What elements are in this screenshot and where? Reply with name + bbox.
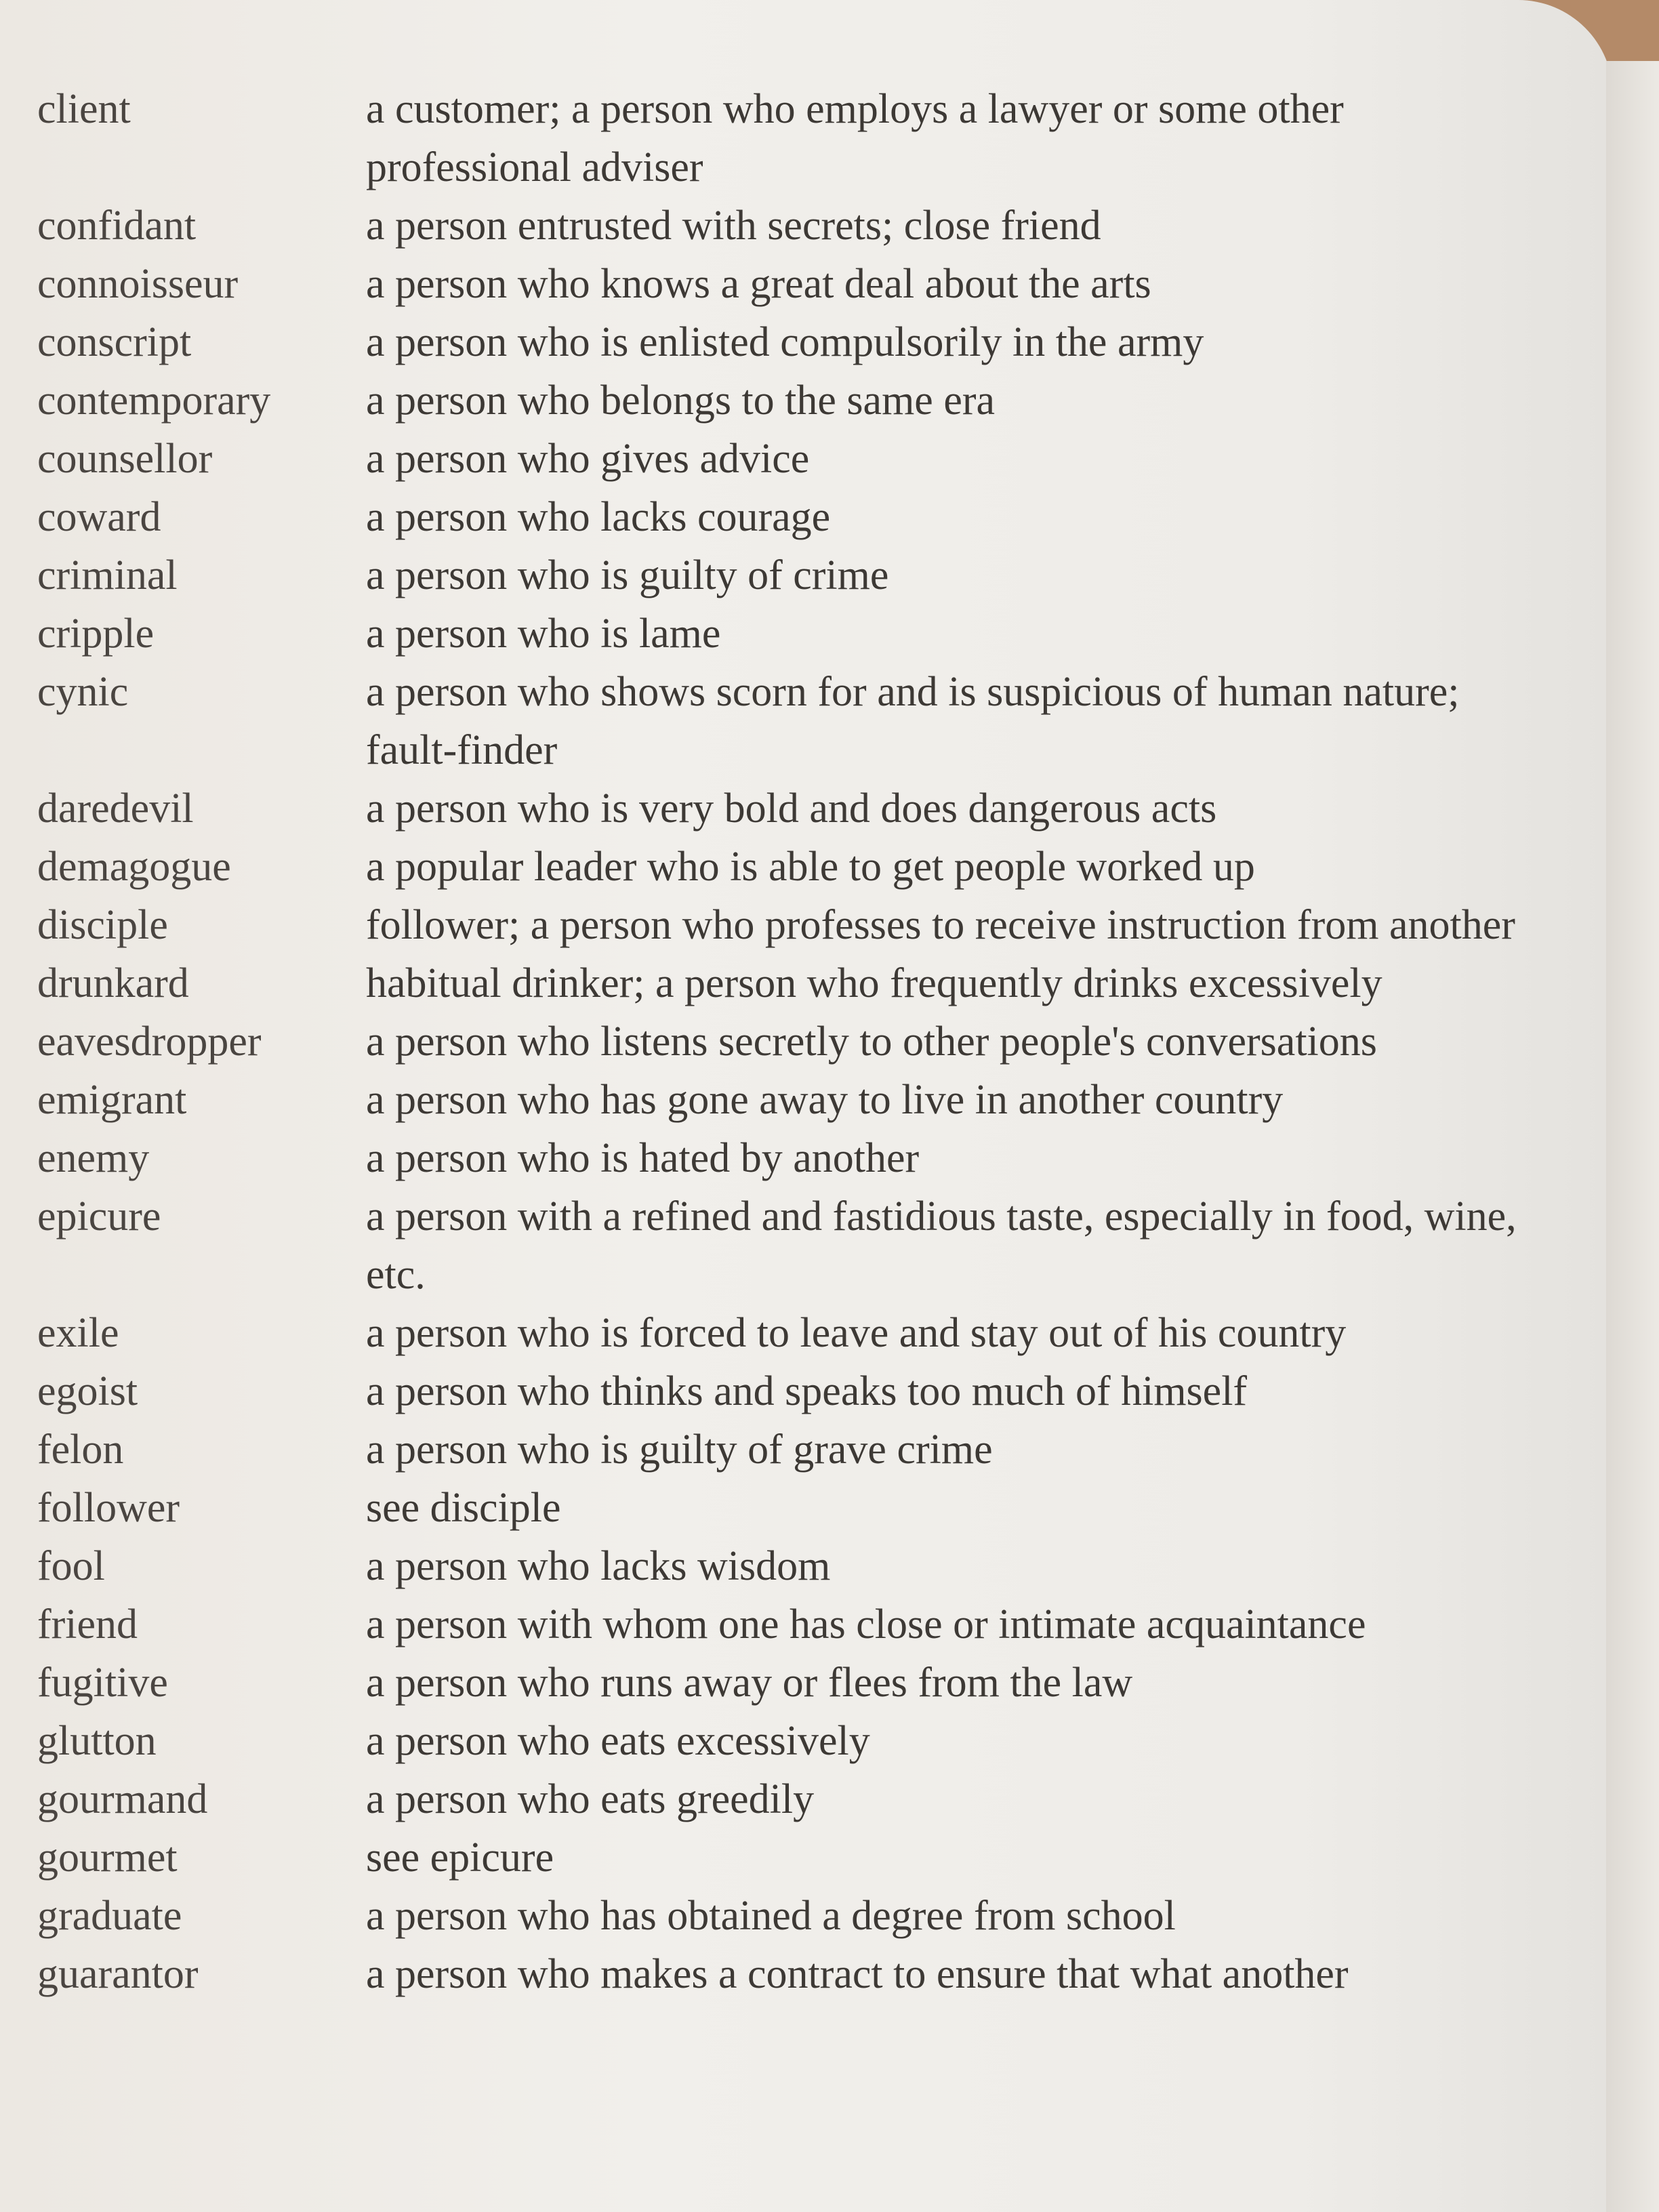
entry-term: eavesdropper	[37, 1019, 262, 1065]
entry-term: friend	[37, 1601, 138, 1647]
glossary-entry	[0, 779, 1559, 838]
entry-term: guarantor	[37, 1951, 199, 1997]
glossary-entry	[0, 1887, 1559, 1945]
entry-definition: a person who eats greedily	[366, 1776, 815, 1822]
entry-term: disciple	[37, 902, 168, 948]
entry-term: demagogue	[37, 844, 231, 890]
glossary-entry	[0, 1129, 1559, 1187]
entry-definition: follower; a person who professes to receive instruction from another	[366, 902, 1515, 948]
glossary-entry	[0, 255, 1559, 313]
glossary-entry	[0, 1479, 1559, 1537]
glossary-entry	[0, 1654, 1559, 1712]
entry-term: emigrant	[37, 1077, 187, 1123]
entry-definition: a person who is very bold and does dangerous acts	[366, 785, 1217, 832]
entry-definition: a person who runs away or flees from the law	[366, 1660, 1133, 1706]
entry-definition: see disciple	[366, 1485, 561, 1531]
glossary-entry	[0, 605, 1559, 663]
entry-term: criminal	[37, 552, 178, 598]
entry-term: client	[37, 86, 131, 132]
entry-term: fool	[37, 1543, 105, 1589]
entry-term: enemy	[37, 1135, 150, 1181]
entry-term: cripple	[37, 611, 155, 657]
entry-term: glutton	[37, 1718, 157, 1764]
glossary-entry	[0, 371, 1559, 430]
entry-term: exile	[37, 1310, 119, 1356]
glossary-entry	[0, 197, 1559, 255]
glossary-entry	[0, 1420, 1559, 1479]
glossary-entry	[0, 838, 1559, 896]
entry-term: confidant	[37, 203, 197, 249]
glossary-entry	[0, 1770, 1559, 1828]
entry-definition: a person who gives advice	[366, 436, 810, 482]
entry-term: drunkard	[37, 960, 189, 1006]
entry-definition: a customer; a person who employs a lawyer or some other professional adviser	[366, 86, 1344, 190]
entry-definition: a person who is enlisted compulsorily in the army	[366, 319, 1204, 365]
entry-term: gourmand	[37, 1776, 208, 1822]
glossary-entry	[0, 488, 1559, 546]
entry-term: daredevil	[37, 785, 194, 832]
entry-definition: a person with whom one has close or intimate acquaintance	[366, 1601, 1366, 1647]
entry-definition: habitual drinker; a person who frequently drinks excessively	[366, 960, 1382, 1006]
entry-definition: a person who lacks wisdom	[366, 1543, 831, 1589]
glossary-entry	[0, 313, 1559, 371]
entry-definition: a person who has gone away to live in another country	[366, 1077, 1284, 1123]
glossary-entry	[0, 1304, 1559, 1362]
entry-definition: a person who lacks courage	[366, 494, 831, 540]
glossary-entry	[0, 1595, 1559, 1654]
entry-term: connoisseur	[37, 261, 239, 307]
entry-definition: see epicure	[366, 1835, 554, 1881]
entry-definition: a person who belongs to the same era	[366, 377, 996, 424]
entry-definition: a person with a refined and fastidious taste, especially in food, wine, etc.	[366, 1193, 1517, 1298]
entry-term: coward	[37, 494, 161, 540]
glossary-entry	[0, 1945, 1559, 2003]
glossary-entry	[0, 1537, 1559, 1595]
entry-term: follower	[37, 1485, 180, 1531]
entry-definition: a person entrusted with secrets; close friend	[366, 203, 1101, 249]
entry-definition: a person who thinks and speaks too much of himself	[366, 1368, 1248, 1414]
glossary-entry	[0, 663, 1559, 779]
glossary-entry	[0, 1012, 1559, 1071]
glossary-entry	[0, 954, 1559, 1012]
entry-term: egoist	[37, 1368, 138, 1414]
entry-term: conscript	[37, 319, 192, 365]
glossary-entry	[0, 1071, 1559, 1129]
entry-term: fugitive	[37, 1660, 168, 1706]
entry-definition: a person who listens secretly to other people's conversations	[366, 1019, 1377, 1065]
entry-definition: a person who eats excessively	[366, 1718, 870, 1764]
glossary-entry	[0, 546, 1559, 605]
entry-definition: a person who shows scorn for and is suspicious of human nature; fault-finder	[366, 669, 1460, 773]
entry-definition: a person who makes a contract to ensure that what another	[366, 1951, 1349, 1997]
entry-definition: a person who knows a great deal about the arts	[366, 261, 1151, 307]
entry-definition: a person who is guilty of crime	[366, 552, 889, 598]
entry-term: counsellor	[37, 436, 213, 482]
glossary-entry	[0, 430, 1559, 488]
glossary-entry	[0, 896, 1559, 954]
entry-term: graduate	[37, 1893, 182, 1939]
page-edge	[1606, 61, 1659, 2212]
entry-term: epicure	[37, 1193, 161, 1240]
entry-term: gourmet	[37, 1835, 178, 1881]
entry-term: cynic	[37, 669, 129, 715]
glossary-entry	[0, 1362, 1559, 1420]
glossary-entry	[0, 1712, 1559, 1770]
entry-definition: a popular leader who is able to get people worked up	[366, 844, 1255, 890]
entry-term: felon	[37, 1427, 124, 1473]
glossary-entry	[0, 80, 1559, 197]
entry-definition: a person who is lame	[366, 611, 721, 657]
entry-definition: a person who has obtained a degree from school	[366, 1893, 1176, 1939]
glossary-entry	[0, 1828, 1559, 1887]
glossary-list	[0, 80, 1559, 2003]
entry-definition: a person who is guilty of grave crime	[366, 1427, 993, 1473]
entry-definition: a person who is forced to leave and stay out of his country	[366, 1310, 1347, 1356]
entry-term: contemporary	[37, 377, 271, 424]
glossary-entry	[0, 1187, 1559, 1304]
entry-definition: a person who is hated by another	[366, 1135, 920, 1181]
